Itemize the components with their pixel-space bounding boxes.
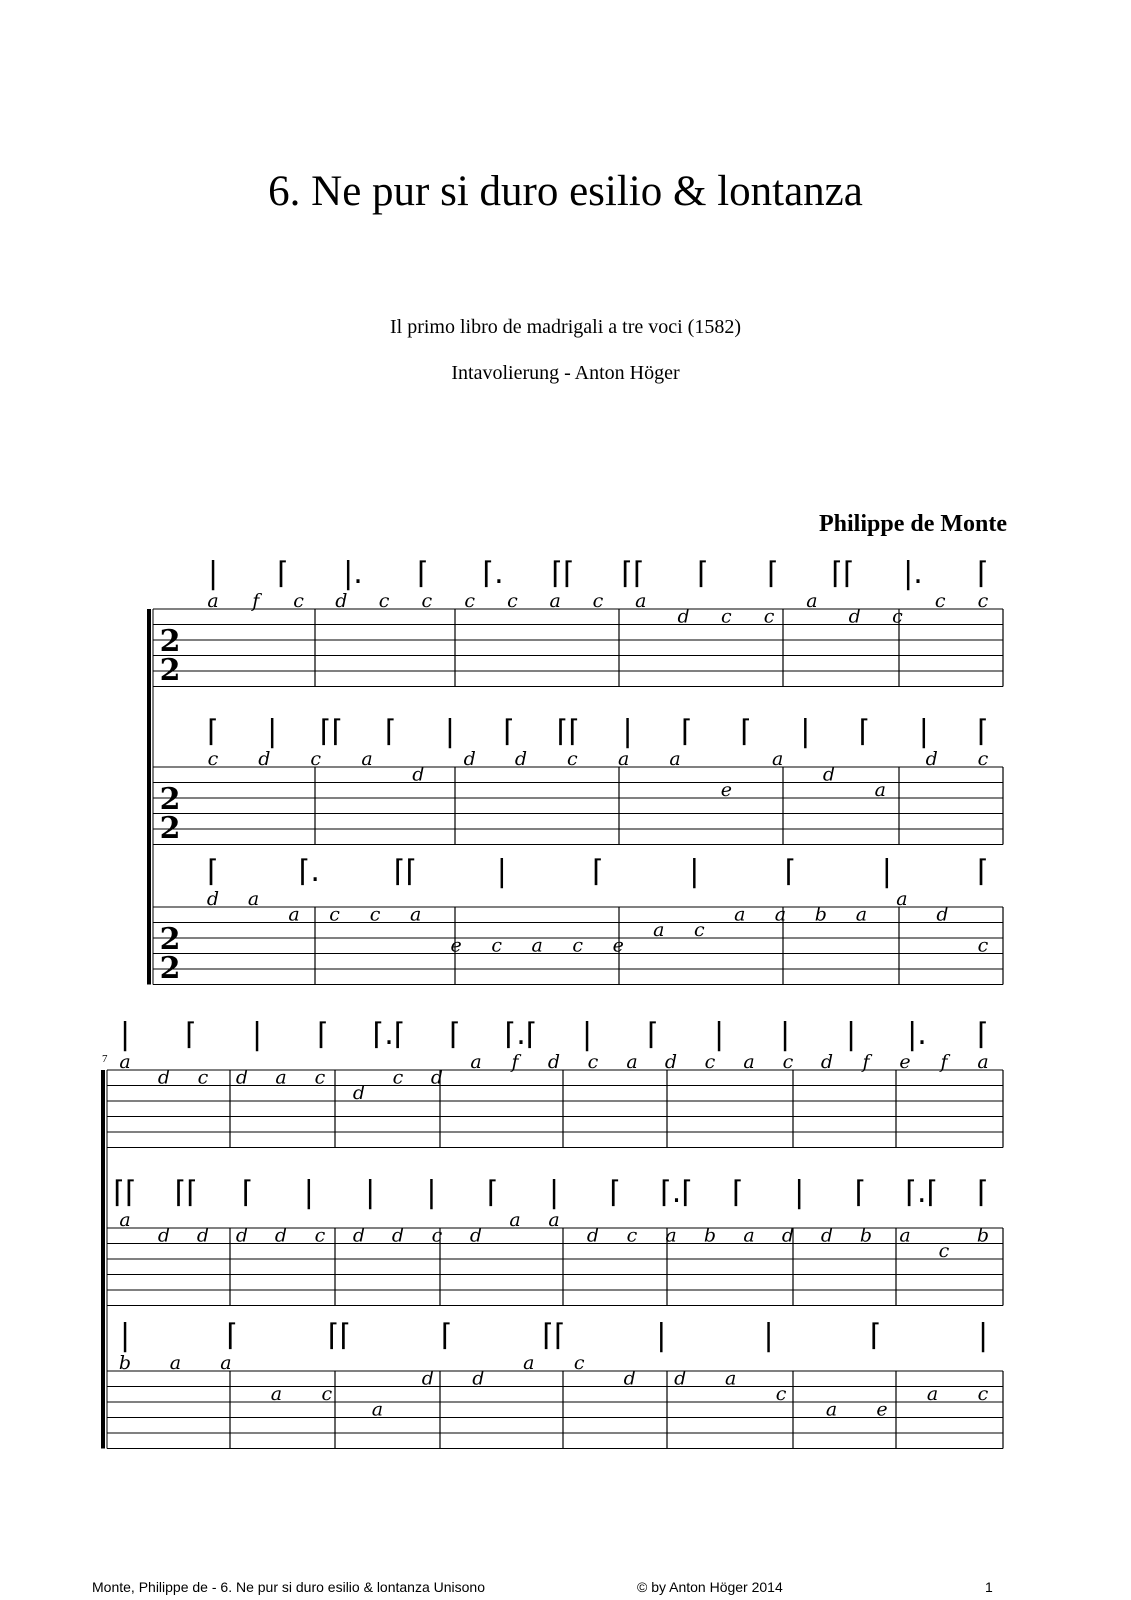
tab-letter: c: [763, 605, 775, 628]
rhythm-flag: ⌈: [317, 1017, 329, 1052]
tab-letter: c: [431, 1224, 443, 1247]
tab-letter: d: [820, 1224, 834, 1247]
tab-letter: d: [235, 1066, 249, 1089]
rhythm-flag: ⌈: [869, 1318, 882, 1353]
rhythm-flag: |: [119, 1318, 131, 1353]
tab-letter: d: [196, 1224, 210, 1247]
tab-letter: d: [514, 748, 528, 770]
tab-letter: a: [669, 748, 681, 770]
tab-letter: a: [734, 903, 746, 926]
arranger-credit: Intavolierung - Anton Höger: [451, 362, 680, 384]
tab-letter: d: [674, 1367, 687, 1390]
tab-letter: c: [314, 1066, 326, 1089]
rhythm-flag: ⌈: [486, 1175, 499, 1210]
tab-letter: c: [310, 748, 321, 770]
rhythm-flag: |.: [907, 1017, 927, 1052]
rhythm-flag: |: [656, 1318, 667, 1353]
tab-letter: c: [704, 1051, 716, 1073]
rhythm-flag: ⌈: [977, 1017, 989, 1052]
rhythm-flag: ⌈.⌈: [905, 1175, 939, 1210]
tab-letter: c: [197, 1066, 209, 1089]
tab-letter: c: [369, 903, 381, 926]
rhythm-flag: ⌈: [207, 714, 219, 749]
tab-letter: a: [635, 590, 647, 612]
tab-letter: a: [207, 590, 219, 612]
rhythm-flag: ⌈: [731, 1175, 744, 1210]
tab-letter: d: [822, 763, 836, 786]
tab-letter: e: [899, 1051, 911, 1073]
tab-letter: c: [507, 590, 518, 612]
tab-letter: a: [774, 903, 787, 926]
rhythm-flag: ⌈⌈: [319, 714, 344, 749]
tab-letter: c: [464, 590, 475, 612]
tab-letter: f: [862, 1051, 870, 1073]
system-bracket: [101, 1070, 105, 1449]
rhythm-flag: ⌈: [226, 1318, 239, 1353]
rhythm-flag: ⌈: [241, 1175, 254, 1210]
rhythm-flag: |: [119, 1017, 131, 1052]
tab-letter: a: [119, 1051, 131, 1073]
rhythm-flag: ⌈: [384, 714, 397, 749]
page-title: 6. Ne pur si duro esilio & lontanza: [268, 168, 863, 215]
rhythm-flag: ⌈: [680, 714, 693, 749]
rhythm-flag: |: [496, 854, 507, 889]
tab-letter: f: [940, 1051, 948, 1073]
tab-letter: d: [412, 763, 425, 786]
rhythm-flag: ⌈⌈: [542, 1318, 566, 1353]
tab-letter: e: [450, 934, 462, 957]
tab-letter: d: [391, 1224, 405, 1247]
tab-letter: a: [653, 919, 665, 941]
tab-letter: a: [288, 903, 300, 926]
rhythm-flag: ⌈⌈: [556, 714, 581, 749]
tab-letter: e: [876, 1398, 888, 1421]
tab-letter: c: [587, 1051, 599, 1073]
tab-letter: c: [421, 590, 433, 612]
tab-letter: c: [378, 590, 390, 612]
tab-letter: c: [572, 934, 584, 957]
tab-letter: a: [509, 1209, 521, 1231]
rhythm-flag: ⌈⌈: [174, 1175, 198, 1210]
rhythm-flag: ⌈: [647, 1017, 659, 1052]
time-signature-bottom: 2: [159, 653, 181, 689]
rhythm-flag: ⌈.: [298, 854, 320, 889]
tab-letter: c: [977, 1383, 989, 1405]
tab-letter: a: [896, 888, 908, 910]
tab-letter: a: [899, 1224, 911, 1247]
rhythm-flag: |: [779, 1017, 791, 1052]
rhythm-flag: ⌈: [977, 556, 989, 591]
rhythm-flag: |: [800, 714, 811, 749]
time-signature-bottom: 2: [159, 811, 181, 847]
tab-letter: b: [976, 1224, 990, 1247]
tab-letter: f: [511, 1051, 519, 1073]
tab-letter: a: [743, 1051, 755, 1073]
measure-number: 7: [102, 1053, 108, 1065]
tab-letter: a: [825, 1398, 838, 1421]
rhythm-flag: ⌈: [697, 556, 709, 591]
rhythm-flag: |: [444, 714, 455, 749]
rhythm-flag: ⌈: [784, 854, 797, 889]
system-bracket: [147, 609, 151, 985]
rhythm-flag: |: [548, 1175, 560, 1210]
tab-letter: b: [703, 1224, 717, 1247]
rhythm-flag: ⌈⌈: [551, 556, 575, 591]
tab-letter: a: [275, 1066, 287, 1089]
rhythm-flag: ⌈⌈: [831, 556, 855, 591]
tab-letter: c: [392, 1066, 404, 1089]
tab-letter: a: [772, 748, 784, 770]
rhythm-flag: |: [881, 854, 892, 889]
tab-letter: c: [934, 590, 946, 612]
tab-letter: c: [329, 903, 340, 926]
tab-letter: b: [814, 903, 827, 926]
tab-letter: d: [677, 605, 690, 628]
tab-letter: d: [157, 1224, 171, 1247]
time-signature-top: 2: [159, 624, 181, 660]
tab-letter: d: [430, 1066, 444, 1089]
tab-letter: d: [352, 1224, 366, 1247]
time-signature-bottom: 2: [159, 951, 181, 987]
tab-letter: c: [592, 590, 604, 612]
tab-letter: d: [925, 748, 938, 770]
tab-letter: d: [936, 903, 949, 926]
rhythm-flag: |.: [903, 556, 923, 591]
rhythm-flag: |: [267, 714, 278, 749]
tab-letter: c: [573, 1352, 585, 1374]
tab-letter: a: [977, 1051, 989, 1073]
tab-letter: a: [549, 590, 561, 612]
tab-letter: a: [806, 590, 818, 612]
rhythm-flag: ⌈: [977, 1175, 989, 1210]
rhythm-flag: ⌈: [854, 1175, 867, 1210]
rhythm-flag: |.: [343, 556, 363, 591]
rhythm-flag: ⌈: [440, 1318, 453, 1353]
tab-letter: b: [118, 1352, 132, 1374]
tab-letter: d: [586, 1224, 600, 1247]
tab-letter: a: [724, 1367, 737, 1390]
tab-letter: d: [463, 748, 476, 770]
tab-letter: a: [523, 1352, 535, 1374]
rhythm-flag: |: [426, 1175, 437, 1210]
tab-letter: c: [892, 605, 903, 628]
tab-letter: d: [421, 1367, 434, 1390]
tab-letter: c: [491, 934, 503, 957]
rhythm-flag: ⌈: [858, 714, 871, 749]
rhythm-flag: |: [303, 1175, 314, 1210]
tab-letter: a: [169, 1352, 182, 1374]
rhythm-flag: ⌈: [185, 1017, 197, 1052]
rhythm-flag: ⌈⌈: [621, 556, 645, 591]
rhythm-flag: |: [977, 1318, 989, 1353]
rhythm-flag: ⌈: [449, 1017, 461, 1052]
rhythm-flag: |: [794, 1175, 805, 1210]
rhythm-flag: ⌈⌈: [393, 854, 418, 889]
time-signature-top: 2: [159, 782, 181, 818]
tab-letter: a: [626, 1051, 638, 1073]
rhythm-flag: ⌈: [977, 714, 989, 749]
rhythm-flag: ⌈⌈: [327, 1318, 352, 1353]
tab-letter: d: [235, 1224, 249, 1247]
footer-copyright: © by Anton Höger 2014: [637, 1579, 783, 1595]
rhythm-flag: ⌈⌈: [113, 1175, 137, 1210]
tab-letter: a: [247, 888, 260, 910]
tab-letter: c: [693, 919, 705, 941]
rhythm-flag: ⌈: [207, 854, 219, 889]
collection-subtitle: Il primo libro de madrigali a tre voci (1582): [389, 316, 741, 338]
rhythm-flag: |: [622, 714, 633, 749]
tab-letter: a: [618, 748, 630, 770]
rhythm-flag: ⌈: [740, 714, 752, 749]
tab-letter: c: [293, 590, 304, 612]
tab-letter: d: [848, 605, 861, 628]
rhythm-flag: ⌈: [503, 714, 516, 749]
tab-letter: c: [782, 1051, 794, 1073]
tab-letter: c: [977, 748, 989, 770]
tab-letter: a: [665, 1224, 677, 1247]
tab-letter: a: [855, 903, 868, 926]
rhythm-flag: |: [251, 1017, 263, 1052]
tab-letter: d: [820, 1051, 834, 1073]
tab-letter: d: [664, 1051, 678, 1073]
tab-letter: c: [314, 1224, 326, 1247]
tab-letter: c: [977, 934, 989, 957]
tab-letter: c: [626, 1224, 638, 1247]
tab-letter: a: [926, 1383, 939, 1405]
rhythm-flag: ⌈: [609, 1175, 622, 1210]
tab-letter: a: [361, 748, 373, 770]
footer-source: Monte, Philippe de - 6. Ne pur si duro esilio & lontanza Unisono: [92, 1579, 485, 1595]
rhythm-flag: |: [689, 854, 700, 889]
footer-page-number: 1: [985, 1579, 993, 1595]
tab-letter: f: [252, 590, 260, 612]
tab-letter: c: [321, 1383, 333, 1405]
tab-letter: c: [775, 1383, 787, 1405]
rhythm-flag: ⌈: [592, 854, 604, 889]
tab-letter: a: [531, 934, 543, 957]
tab-letter: a: [470, 1051, 482, 1073]
tab-letter: d: [206, 888, 220, 910]
rhythm-flag: ⌈: [977, 854, 989, 889]
tab-letter: d: [547, 1051, 561, 1073]
tab-letter: d: [469, 1224, 483, 1247]
tab-letter: e: [612, 934, 624, 957]
tab-letter: d: [274, 1224, 288, 1247]
rhythm-flag: ⌈.⌈: [504, 1017, 538, 1052]
tab-letter: d: [352, 1082, 366, 1104]
tab-letter: c: [207, 748, 219, 770]
rhythm-flag: |: [918, 714, 929, 749]
rhythm-flag: ⌈: [767, 556, 779, 591]
time-signature-top: 2: [159, 922, 181, 958]
rhythm-flag: |: [713, 1017, 725, 1052]
tab-letter: a: [743, 1224, 755, 1247]
tab-letter: a: [548, 1209, 560, 1231]
rhythm-flag: ⌈.: [482, 556, 504, 591]
tab-letter: c: [977, 590, 989, 612]
tab-letter: a: [371, 1398, 384, 1421]
tab-letter: d: [623, 1367, 636, 1390]
rhythm-flag: |: [845, 1017, 857, 1052]
tab-letter: a: [220, 1352, 232, 1374]
tab-letter: c: [721, 605, 732, 628]
tab-letter: e: [720, 779, 732, 801]
rhythm-flag: ⌈.⌈: [372, 1017, 406, 1052]
tab-letter: d: [258, 748, 271, 770]
tab-letter: a: [119, 1209, 131, 1231]
tab-letter: d: [335, 590, 348, 612]
tab-letter: b: [859, 1224, 873, 1247]
rhythm-flag: |: [365, 1175, 376, 1210]
rhythm-flag: |: [763, 1318, 774, 1353]
rhythm-flag: ⌈.⌈: [660, 1175, 694, 1210]
rhythm-flag: ⌈: [277, 556, 289, 591]
tab-letter: a: [409, 903, 422, 926]
rhythm-flag: ⌈: [417, 556, 429, 591]
tab-letter: d: [472, 1367, 485, 1390]
tab-letter: d: [781, 1224, 795, 1247]
tab-letter: d: [157, 1066, 171, 1089]
tab-letter: c: [567, 748, 578, 770]
composer-name: Philippe de Monte: [818, 511, 1007, 537]
rhythm-flag: |: [207, 556, 219, 591]
rhythm-flag: |: [581, 1017, 593, 1052]
tab-letter: a: [270, 1383, 283, 1405]
tab-letter: a: [874, 779, 886, 801]
tab-letter: c: [938, 1240, 950, 1262]
